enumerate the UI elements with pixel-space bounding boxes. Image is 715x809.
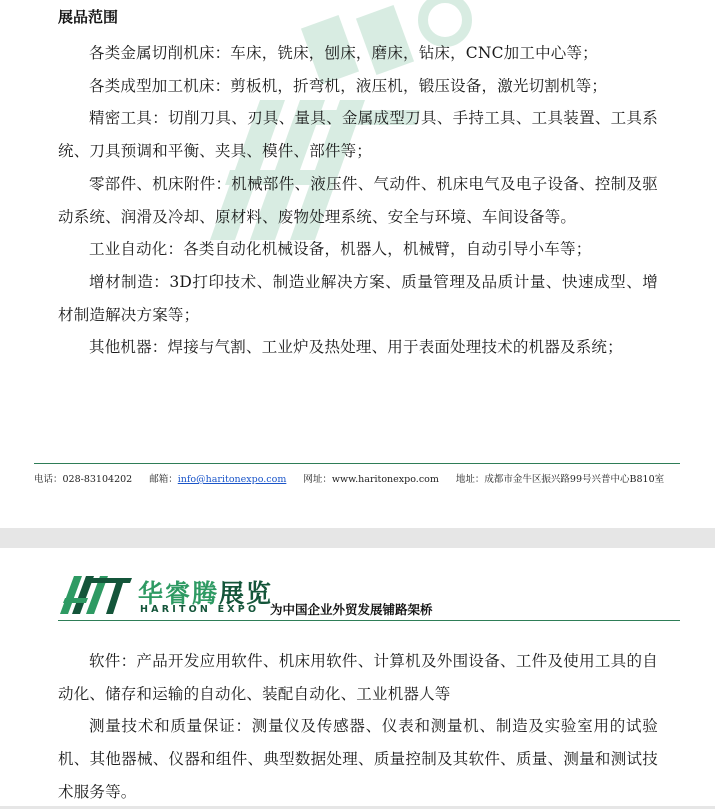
footer-address: 地址：成都市金牛区振兴路99号兴普中心B810室: [455, 474, 665, 485]
paragraph-other-machines: 其他机器：焊接与气割、工业炉及热处理、用于表面处理技术的机器及系统；: [89, 338, 623, 357]
section-title: 展品范围: [58, 8, 119, 26]
footer-email-group: [149, 474, 286, 485]
exhibit-scope-body: [58, 37, 658, 364]
brand-name-part-b: 展览: [219, 579, 274, 608]
footer-divider: [34, 463, 680, 464]
brand-name-en: HARITON EXPO: [140, 604, 260, 615]
header-divider: [58, 620, 680, 621]
footer-phone: 电话：028-83104202: [34, 474, 133, 485]
footer-email-link[interactable]: info@haritonexpo.com: [177, 474, 287, 485]
document-page-2: [0, 548, 715, 806]
contact-footer: [34, 471, 694, 485]
page-header: [58, 564, 680, 620]
footer-email-label: 邮箱：: [149, 474, 178, 485]
paragraph-software: 软件：产品开发应用软件、机床用软件、计算机及外围设备、工件及使用工具的自动化、储存和运输的自动化、装配自动化、工业机器人等: [58, 652, 658, 703]
hrt-logo-icon: [58, 568, 134, 616]
paragraph-forming: 各类成型加工机床：剪板机，折弯机，液压机，锻压设备，激光切割机等；: [89, 76, 608, 95]
paragraph-components: 零部件、机床附件：机械部件、液压件、气动件、机床电气及电子设备、控制及驱动系统、润滑及冷却、原材料、废物处理系统、安全与环境、车间设备等。: [58, 174, 658, 226]
paragraph-precision-tools: 精密工具：切削刀具、刃具、量具、金属成型刀具、手持工具、工具装置、工具系统、刀具预调和平衡、夹具、模件、部件等；: [58, 109, 658, 161]
brand-name-part-a: 华睿腾: [138, 579, 220, 608]
brand-slogan: 为中国企业外贸发展铺路架桥: [270, 602, 433, 617]
exhibit-scope-body-continued: [58, 645, 658, 809]
paragraph-measurement: 测量技术和质量保证：测量仪及传感器、仪表和测量机、制造及实验室用的试验机、其他器械、仪器和组件、典型数据处理、质量控制及其软件、质量、测量和测试技术服务等。: [58, 717, 658, 801]
footer-website: 网址：www.haritonexpo.com: [303, 474, 439, 485]
paragraph-additive: 增材制造：3D打印技术、制造业解决方案、质量管理及品质计量、快速成型、增材制造解决方案等；: [58, 272, 658, 324]
paragraph-automation: 工业自动化：各类自动化机械设备，机器人，机械臂，自动引导小车等；: [89, 240, 592, 259]
paragraph-metal-cutting: 各类金属切削机床：车床，铣床，刨床，磨床，钻床，CNC加工中心等；: [89, 44, 598, 62]
